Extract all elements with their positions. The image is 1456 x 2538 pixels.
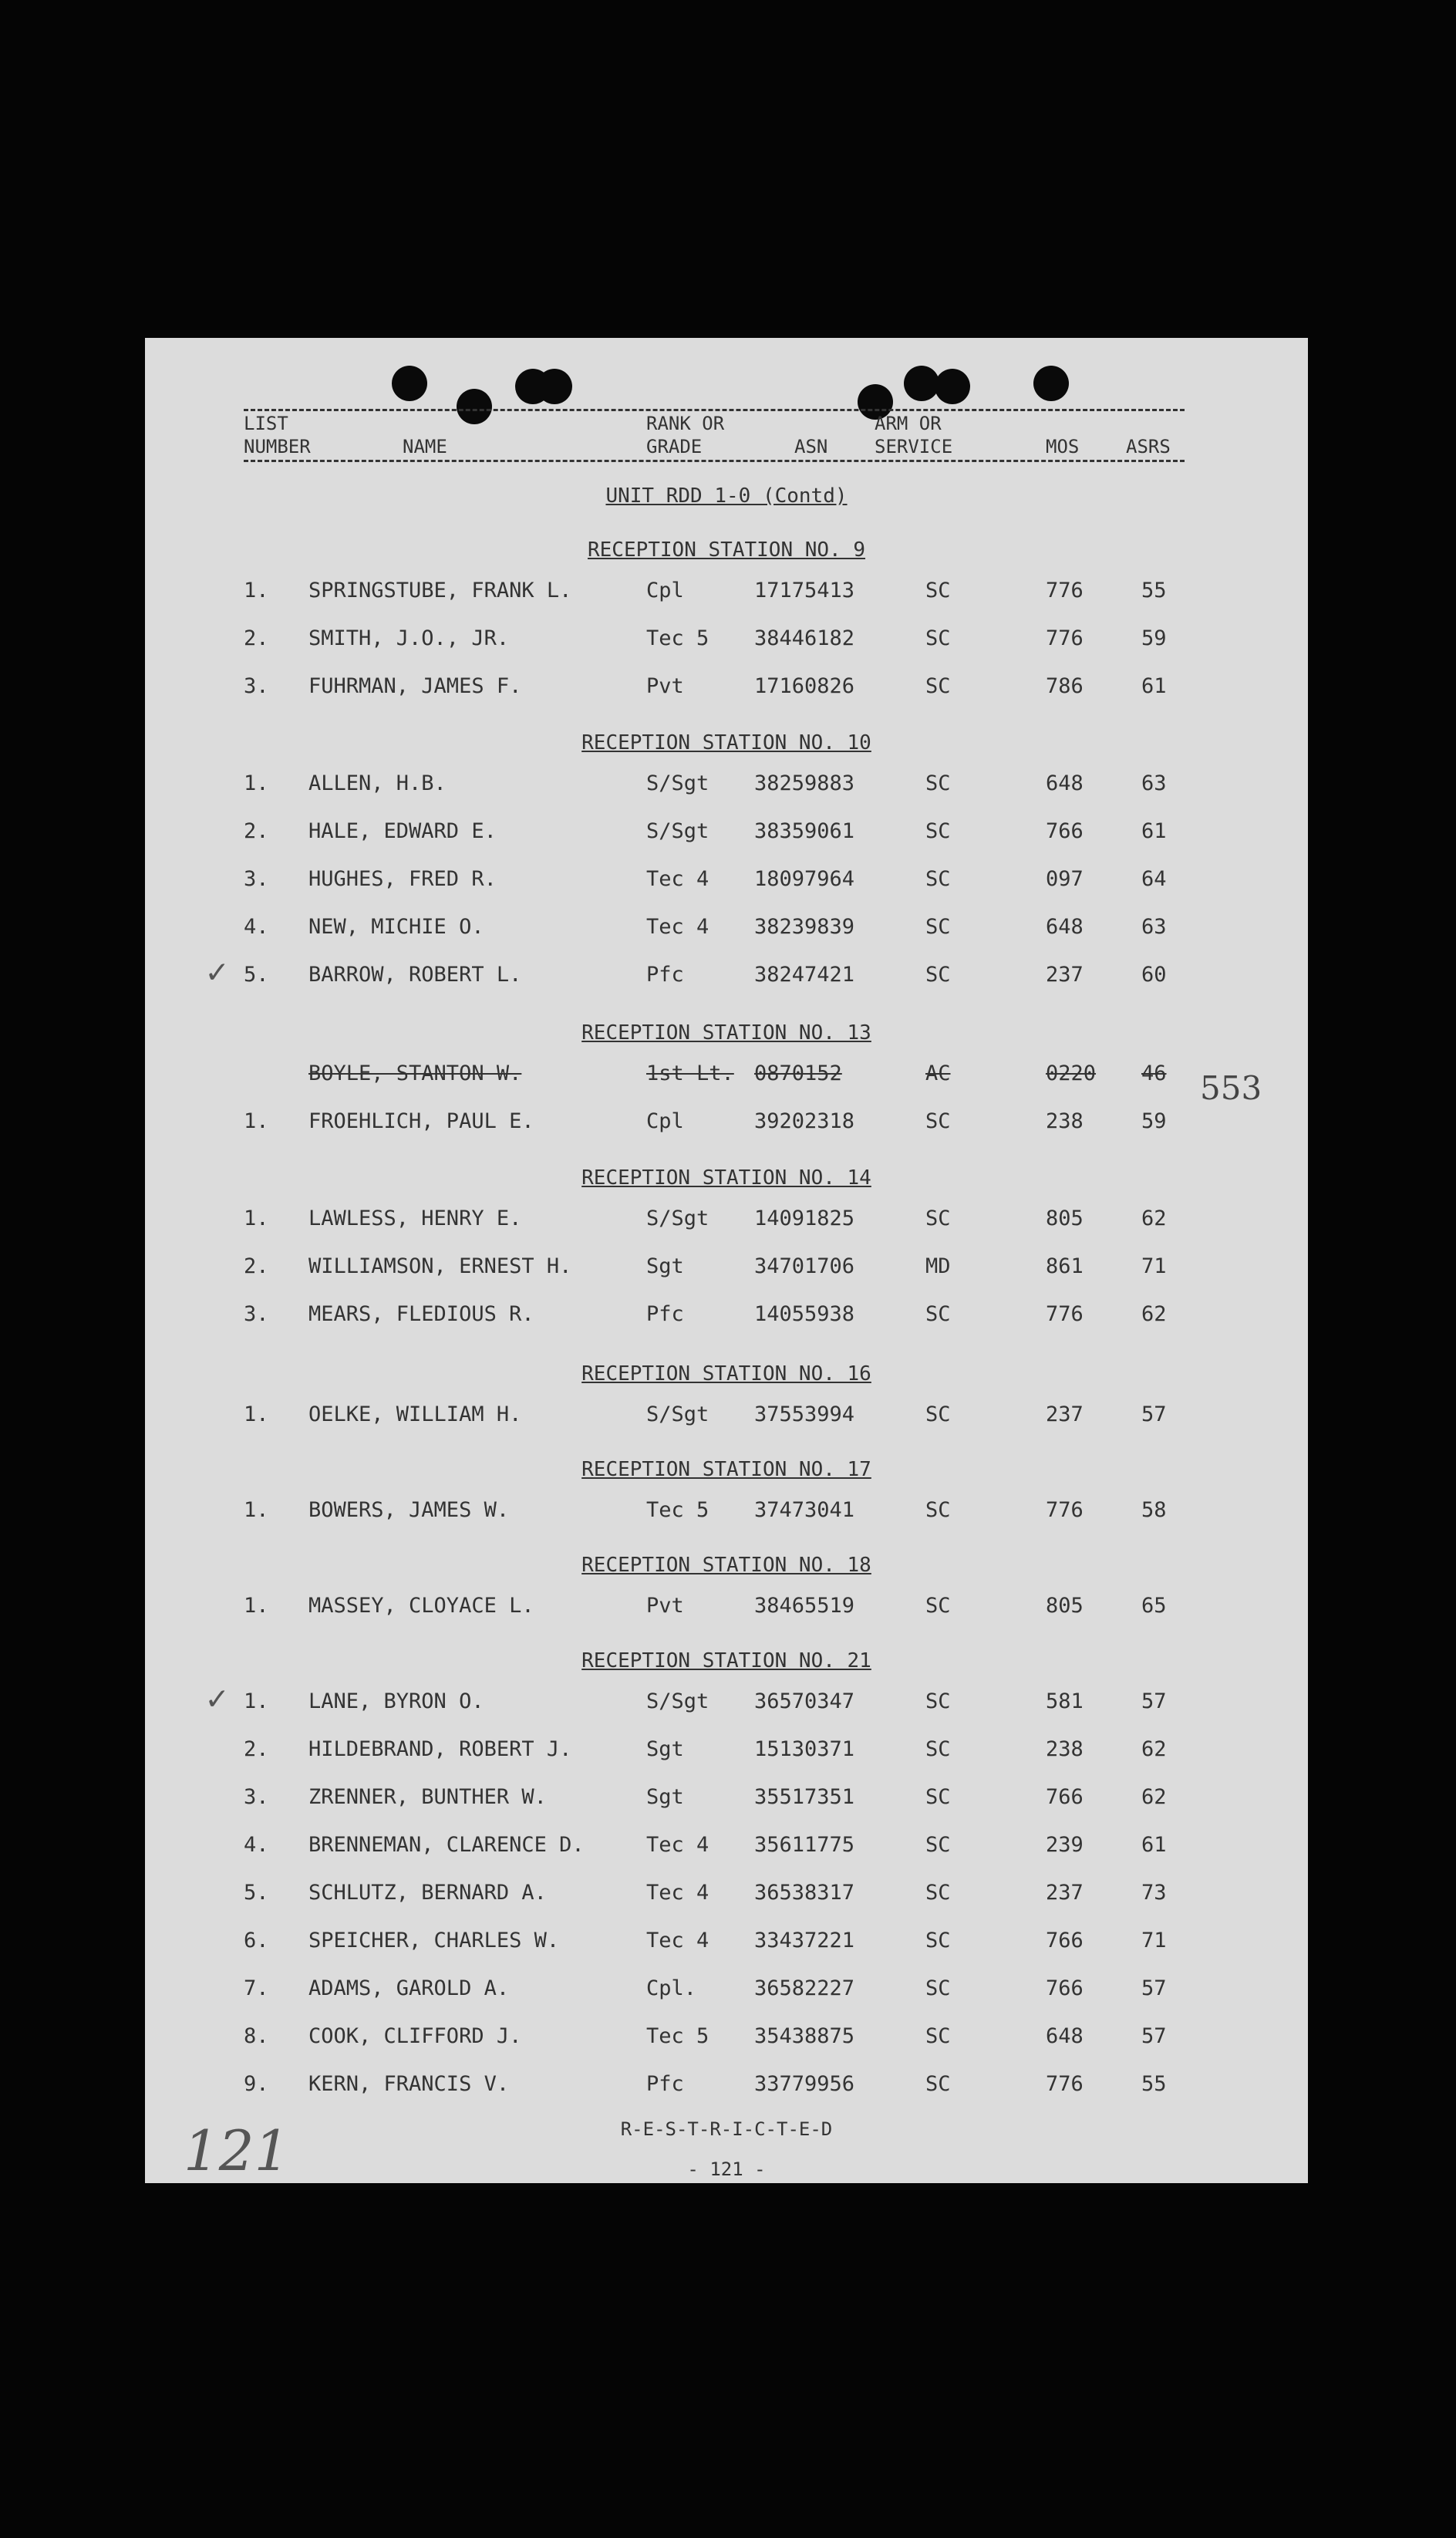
checkmark: ✓ (207, 952, 228, 991)
asrs-score: 61 (1141, 674, 1167, 698)
mos-code: 648 (1046, 771, 1084, 795)
mos-code: 238 (1046, 1109, 1084, 1133)
asrs-score: 63 (1141, 915, 1167, 939)
person-name: NEW, MICHIE O. (308, 915, 484, 939)
asrs-score: 73 (1141, 1881, 1167, 1905)
person-name: BARROW, ROBERT L. (308, 963, 522, 987)
person-name: SMITH, J.O., JR. (308, 626, 510, 650)
handwritten-page-number: 121 (184, 2118, 290, 2183)
arm-service: SC (925, 579, 951, 602)
asn-number: 36538317 (754, 1881, 855, 1905)
list-number: 3. (244, 1785, 269, 1809)
section-title: RECEPTION STATION NO. 17 (581, 1458, 871, 1481)
mos-code: 776 (1046, 626, 1084, 650)
asrs-score: 62 (1141, 1737, 1167, 1761)
mos-code: 237 (1046, 1881, 1084, 1905)
asn-number: 38446182 (754, 626, 855, 650)
list-number: 2. (244, 626, 269, 650)
list-number: 1. (244, 579, 269, 602)
asn-number: 34701706 (754, 1254, 855, 1278)
asn-number: 36570347 (754, 1689, 855, 1713)
punch-hole (392, 366, 427, 401)
asn-number: 33779956 (754, 2072, 855, 2096)
asn-number: 33437221 (754, 1929, 855, 1952)
rank-grade: Pvt (646, 674, 684, 698)
person-name: ALLEN, H.B. (308, 771, 447, 795)
roster-row (145, 861, 1308, 895)
mos-code: 776 (1046, 1498, 1084, 1522)
person-name: HILDEBRAND, ROBERT J. (308, 1737, 572, 1761)
arm-service: SC (925, 674, 951, 698)
header-name: NAME (403, 436, 447, 457)
roster-row (145, 572, 1308, 606)
roster-row (145, 1779, 1308, 1813)
roster-row (145, 1492, 1308, 1526)
header-top-rule (244, 409, 1185, 411)
person-name: COOK, CLIFFORD J. (308, 2024, 522, 2048)
person-name: SPRINGSTUBE, FRANK L. (308, 579, 572, 602)
section-title: RECEPTION STATION NO. 14 (581, 1166, 871, 1190)
arm-service: SC (925, 1881, 951, 1905)
list-number: 9. (244, 2072, 269, 2096)
arm-service: SC (925, 1833, 951, 1857)
header-asn: ASN (794, 436, 828, 457)
unit-title: UNIT RDD 1-0 (Contd) (605, 484, 848, 508)
punch-hole (935, 369, 970, 404)
arm-service: SC (925, 771, 951, 795)
mos-code: 776 (1046, 1302, 1084, 1326)
document-page (145, 338, 1308, 2183)
rank-grade: Sgt (646, 1737, 684, 1761)
checkmark: ✓ (207, 1679, 228, 1718)
header-mos: MOS (1046, 436, 1080, 457)
list-number: 4. (244, 1833, 269, 1857)
header-arm: ARM OR SERVICE (875, 413, 953, 457)
asrs-score: 57 (1141, 1976, 1167, 2000)
arm-service: SC (925, 1498, 951, 1522)
asn-number: 35611775 (754, 1833, 855, 1857)
asn-number: 37473041 (754, 1498, 855, 1522)
roster-row (145, 1588, 1308, 1622)
mos-code: 239 (1046, 1833, 1084, 1857)
arm-service: SC (925, 915, 951, 939)
rank-grade: Tec 4 (646, 915, 709, 939)
person-name: HUGHES, FRED R. (308, 867, 497, 891)
roster-row (145, 1875, 1308, 1909)
asrs-score: 57 (1141, 1402, 1167, 1426)
mos-code: 805 (1046, 1207, 1084, 1230)
arm-service: SC (925, 1976, 951, 2000)
rank-grade: Tec 4 (646, 867, 709, 891)
rank-grade: Pvt (646, 1594, 684, 1618)
asn-number: 35517351 (754, 1785, 855, 1809)
asn-number: 38239839 (754, 915, 855, 939)
rank-grade: S/Sgt (646, 771, 709, 795)
asrs-score: 71 (1141, 1929, 1167, 1952)
arm-service: SC (925, 2072, 951, 2096)
side-page-number: 553 (1200, 1069, 1262, 1107)
person-name: BOYLE, STANTON W. (308, 1061, 522, 1085)
section-title: RECEPTION STATION NO. 13 (581, 1021, 871, 1045)
mos-code: 097 (1046, 867, 1084, 891)
list-number: 1. (244, 771, 269, 795)
mos-code: 805 (1046, 1594, 1084, 1618)
person-name: KERN, FRANCIS V. (308, 2072, 510, 2096)
punch-hole (904, 366, 939, 401)
classification-footer: R-E-S-T-R-I-C-T-E-D (620, 2118, 833, 2140)
person-name: LANE, BYRON O. (308, 1689, 484, 1713)
mos-code: 0220 (1046, 1061, 1097, 1085)
header-asrs: ASRS (1126, 436, 1171, 457)
asn-number: 38465519 (754, 1594, 855, 1618)
asn-number: 18097964 (754, 867, 855, 891)
mos-code: 648 (1046, 915, 1084, 939)
asrs-score: 59 (1141, 626, 1167, 650)
list-number: 2. (244, 1737, 269, 1761)
rank-grade: Sgt (646, 1254, 684, 1278)
arm-service: SC (925, 1785, 951, 1809)
asn-number: 14091825 (754, 1207, 855, 1230)
mos-code: 766 (1046, 1785, 1084, 1809)
roster-row (145, 2066, 1308, 2100)
person-name: WILLIAMSON, ERNEST H. (308, 1254, 572, 1278)
asrs-score: 61 (1141, 1833, 1167, 1857)
arm-service: SC (925, 1109, 951, 1133)
mos-code: 786 (1046, 674, 1084, 698)
rank-grade: Tec 4 (646, 1833, 709, 1857)
section-title: RECEPTION STATION NO. 9 (587, 538, 866, 562)
rank-grade: 1st Lt. (646, 1061, 734, 1085)
person-name: MASSEY, CLOYACE L. (308, 1594, 534, 1618)
asrs-score: 55 (1141, 2072, 1167, 2096)
arm-service: SC (925, 626, 951, 650)
asn-number: 38259883 (754, 771, 855, 795)
list-number: 3. (244, 674, 269, 698)
asrs-score: 62 (1141, 1302, 1167, 1326)
list-number: 2. (244, 819, 269, 843)
person-name: MEARS, FLEDIOUS R. (308, 1302, 534, 1326)
asrs-score: 46 (1141, 1061, 1167, 1085)
asn-number: 14055938 (754, 1302, 855, 1326)
roster-row (145, 1827, 1308, 1861)
asrs-score: 62 (1141, 1207, 1167, 1230)
list-number: 1. (244, 1207, 269, 1230)
header-rank: RANK OR GRADE (646, 413, 725, 457)
arm-service: MD (925, 1254, 951, 1278)
roster-row (145, 1200, 1308, 1234)
list-number: 3. (244, 1302, 269, 1326)
asn-number: 0870152 (754, 1061, 842, 1085)
mos-code: 861 (1046, 1254, 1084, 1278)
roster-row (145, 1679, 1308, 1718)
roster-row (145, 1731, 1308, 1765)
roster-row (145, 1055, 1308, 1089)
roster-row (145, 1296, 1308, 1330)
roster-row (145, 909, 1308, 943)
mos-code: 766 (1046, 1976, 1084, 2000)
list-number: 5. (244, 963, 269, 987)
list-number: 8. (244, 2024, 269, 2048)
asrs-score: 57 (1141, 2024, 1167, 2048)
asrs-score: 62 (1141, 1785, 1167, 1809)
mos-code: 238 (1046, 1737, 1084, 1761)
person-name: BRENNEMAN, CLARENCE D. (308, 1833, 585, 1857)
rank-grade: S/Sgt (646, 819, 709, 843)
section-title: RECEPTION STATION NO. 18 (581, 1554, 871, 1577)
rank-grade: Cpl. (646, 1976, 697, 2000)
arm-service: SC (925, 1302, 951, 1326)
punch-hole (1033, 366, 1069, 401)
person-name: ADAMS, GAROLD A. (308, 1976, 510, 2000)
person-name: SCHLUTZ, BERNARD A. (308, 1881, 547, 1905)
asn-number: 17175413 (754, 579, 855, 602)
list-number: 6. (244, 1929, 269, 1952)
mos-code: 237 (1046, 963, 1084, 987)
asn-number: 15130371 (754, 1737, 855, 1761)
mos-code: 766 (1046, 1929, 1084, 1952)
rank-grade: Sgt (646, 1785, 684, 1809)
asrs-score: 57 (1141, 1689, 1167, 1713)
person-name: SPEICHER, CHARLES W. (308, 1929, 560, 1952)
rank-grade: Pfc (646, 963, 684, 987)
roster-row (145, 1396, 1308, 1430)
asn-number: 38359061 (754, 819, 855, 843)
arm-service: SC (925, 963, 951, 987)
list-number: 4. (244, 915, 269, 939)
asn-number: 38247421 (754, 963, 855, 987)
person-name: ZRENNER, BUNTHER W. (308, 1785, 547, 1809)
list-number: 1. (244, 1402, 269, 1426)
roster-row (145, 1922, 1308, 1956)
asn-number: 39202318 (754, 1109, 855, 1133)
rank-grade: Tec 4 (646, 1881, 709, 1905)
punch-hole (537, 369, 572, 404)
arm-service: SC (925, 1689, 951, 1713)
roster-row (145, 1248, 1308, 1282)
arm-service: SC (925, 1207, 951, 1230)
person-name: FUHRMAN, JAMES F. (308, 674, 522, 698)
arm-service: SC (925, 1737, 951, 1761)
rank-grade: Pfc (646, 1302, 684, 1326)
asn-number: 37553994 (754, 1402, 855, 1426)
asn-number: 36582227 (754, 1976, 855, 2000)
arm-service: SC (925, 1929, 951, 1952)
asrs-score: 61 (1141, 819, 1167, 843)
mos-code: 581 (1046, 1689, 1084, 1713)
arm-service: SC (925, 1402, 951, 1426)
section-title: RECEPTION STATION NO. 16 (581, 1362, 871, 1385)
roster-row (145, 1970, 1308, 2004)
person-name: HALE, EDWARD E. (308, 819, 497, 843)
roster-row (145, 765, 1308, 799)
asrs-score: 64 (1141, 867, 1167, 891)
mos-code: 237 (1046, 1402, 1084, 1426)
person-name: BOWERS, JAMES W. (308, 1498, 510, 1522)
list-number: 2. (244, 1254, 269, 1278)
section-title: RECEPTION STATION NO. 10 (581, 731, 871, 754)
roster-row (145, 2018, 1308, 2052)
rank-grade: S/Sgt (646, 1689, 709, 1713)
rank-grade: S/Sgt (646, 1207, 709, 1230)
asrs-score: 60 (1141, 963, 1167, 987)
header-list-number: LIST NUMBER (244, 413, 311, 457)
rank-grade: Cpl (646, 1109, 684, 1133)
mos-code: 776 (1046, 2072, 1084, 2096)
list-number: 1. (244, 1594, 269, 1618)
arm-service: SC (925, 1594, 951, 1618)
roster-row (145, 1103, 1308, 1137)
rank-grade: Cpl (646, 579, 684, 602)
roster-row (145, 620, 1308, 654)
arm-service: AC (925, 1061, 951, 1085)
person-name: LAWLESS, HENRY E. (308, 1207, 522, 1230)
person-name: OELKE, WILLIAM H. (308, 1402, 522, 1426)
asrs-score: 63 (1141, 771, 1167, 795)
asn-number: 35438875 (754, 2024, 855, 2048)
mos-code: 776 (1046, 579, 1084, 602)
rank-grade: Pfc (646, 2072, 684, 2096)
list-number: 1. (244, 1689, 269, 1713)
rank-grade: Tec 4 (646, 1929, 709, 1952)
punch-hole (457, 389, 492, 424)
asn-number: 17160826 (754, 674, 855, 698)
asrs-score: 58 (1141, 1498, 1167, 1522)
list-number: 7. (244, 1976, 269, 2000)
asrs-score: 71 (1141, 1254, 1167, 1278)
roster-row (145, 952, 1308, 991)
mos-code: 648 (1046, 2024, 1084, 2048)
arm-service: SC (925, 867, 951, 891)
list-number: 5. (244, 1881, 269, 1905)
arm-service: SC (925, 819, 951, 843)
rank-grade: Tec 5 (646, 2024, 709, 2048)
person-name: FROEHLICH, PAUL E. (308, 1109, 534, 1133)
rank-grade: Tec 5 (646, 1498, 709, 1522)
arm-service: SC (925, 2024, 951, 2048)
asrs-score: 55 (1141, 579, 1167, 602)
section-title: RECEPTION STATION NO. 21 (581, 1649, 871, 1672)
roster-row (145, 668, 1308, 702)
asrs-score: 65 (1141, 1594, 1167, 1618)
list-number: 1. (244, 1498, 269, 1522)
rank-grade: S/Sgt (646, 1402, 709, 1426)
header-bottom-rule (244, 460, 1185, 462)
list-number: 1. (244, 1109, 269, 1133)
mos-code: 766 (1046, 819, 1084, 843)
roster-row (145, 813, 1308, 847)
rank-grade: Tec 5 (646, 626, 709, 650)
asrs-score: 59 (1141, 1109, 1167, 1133)
page-number-footer: - 121 - (687, 2158, 766, 2180)
list-number: 3. (244, 867, 269, 891)
